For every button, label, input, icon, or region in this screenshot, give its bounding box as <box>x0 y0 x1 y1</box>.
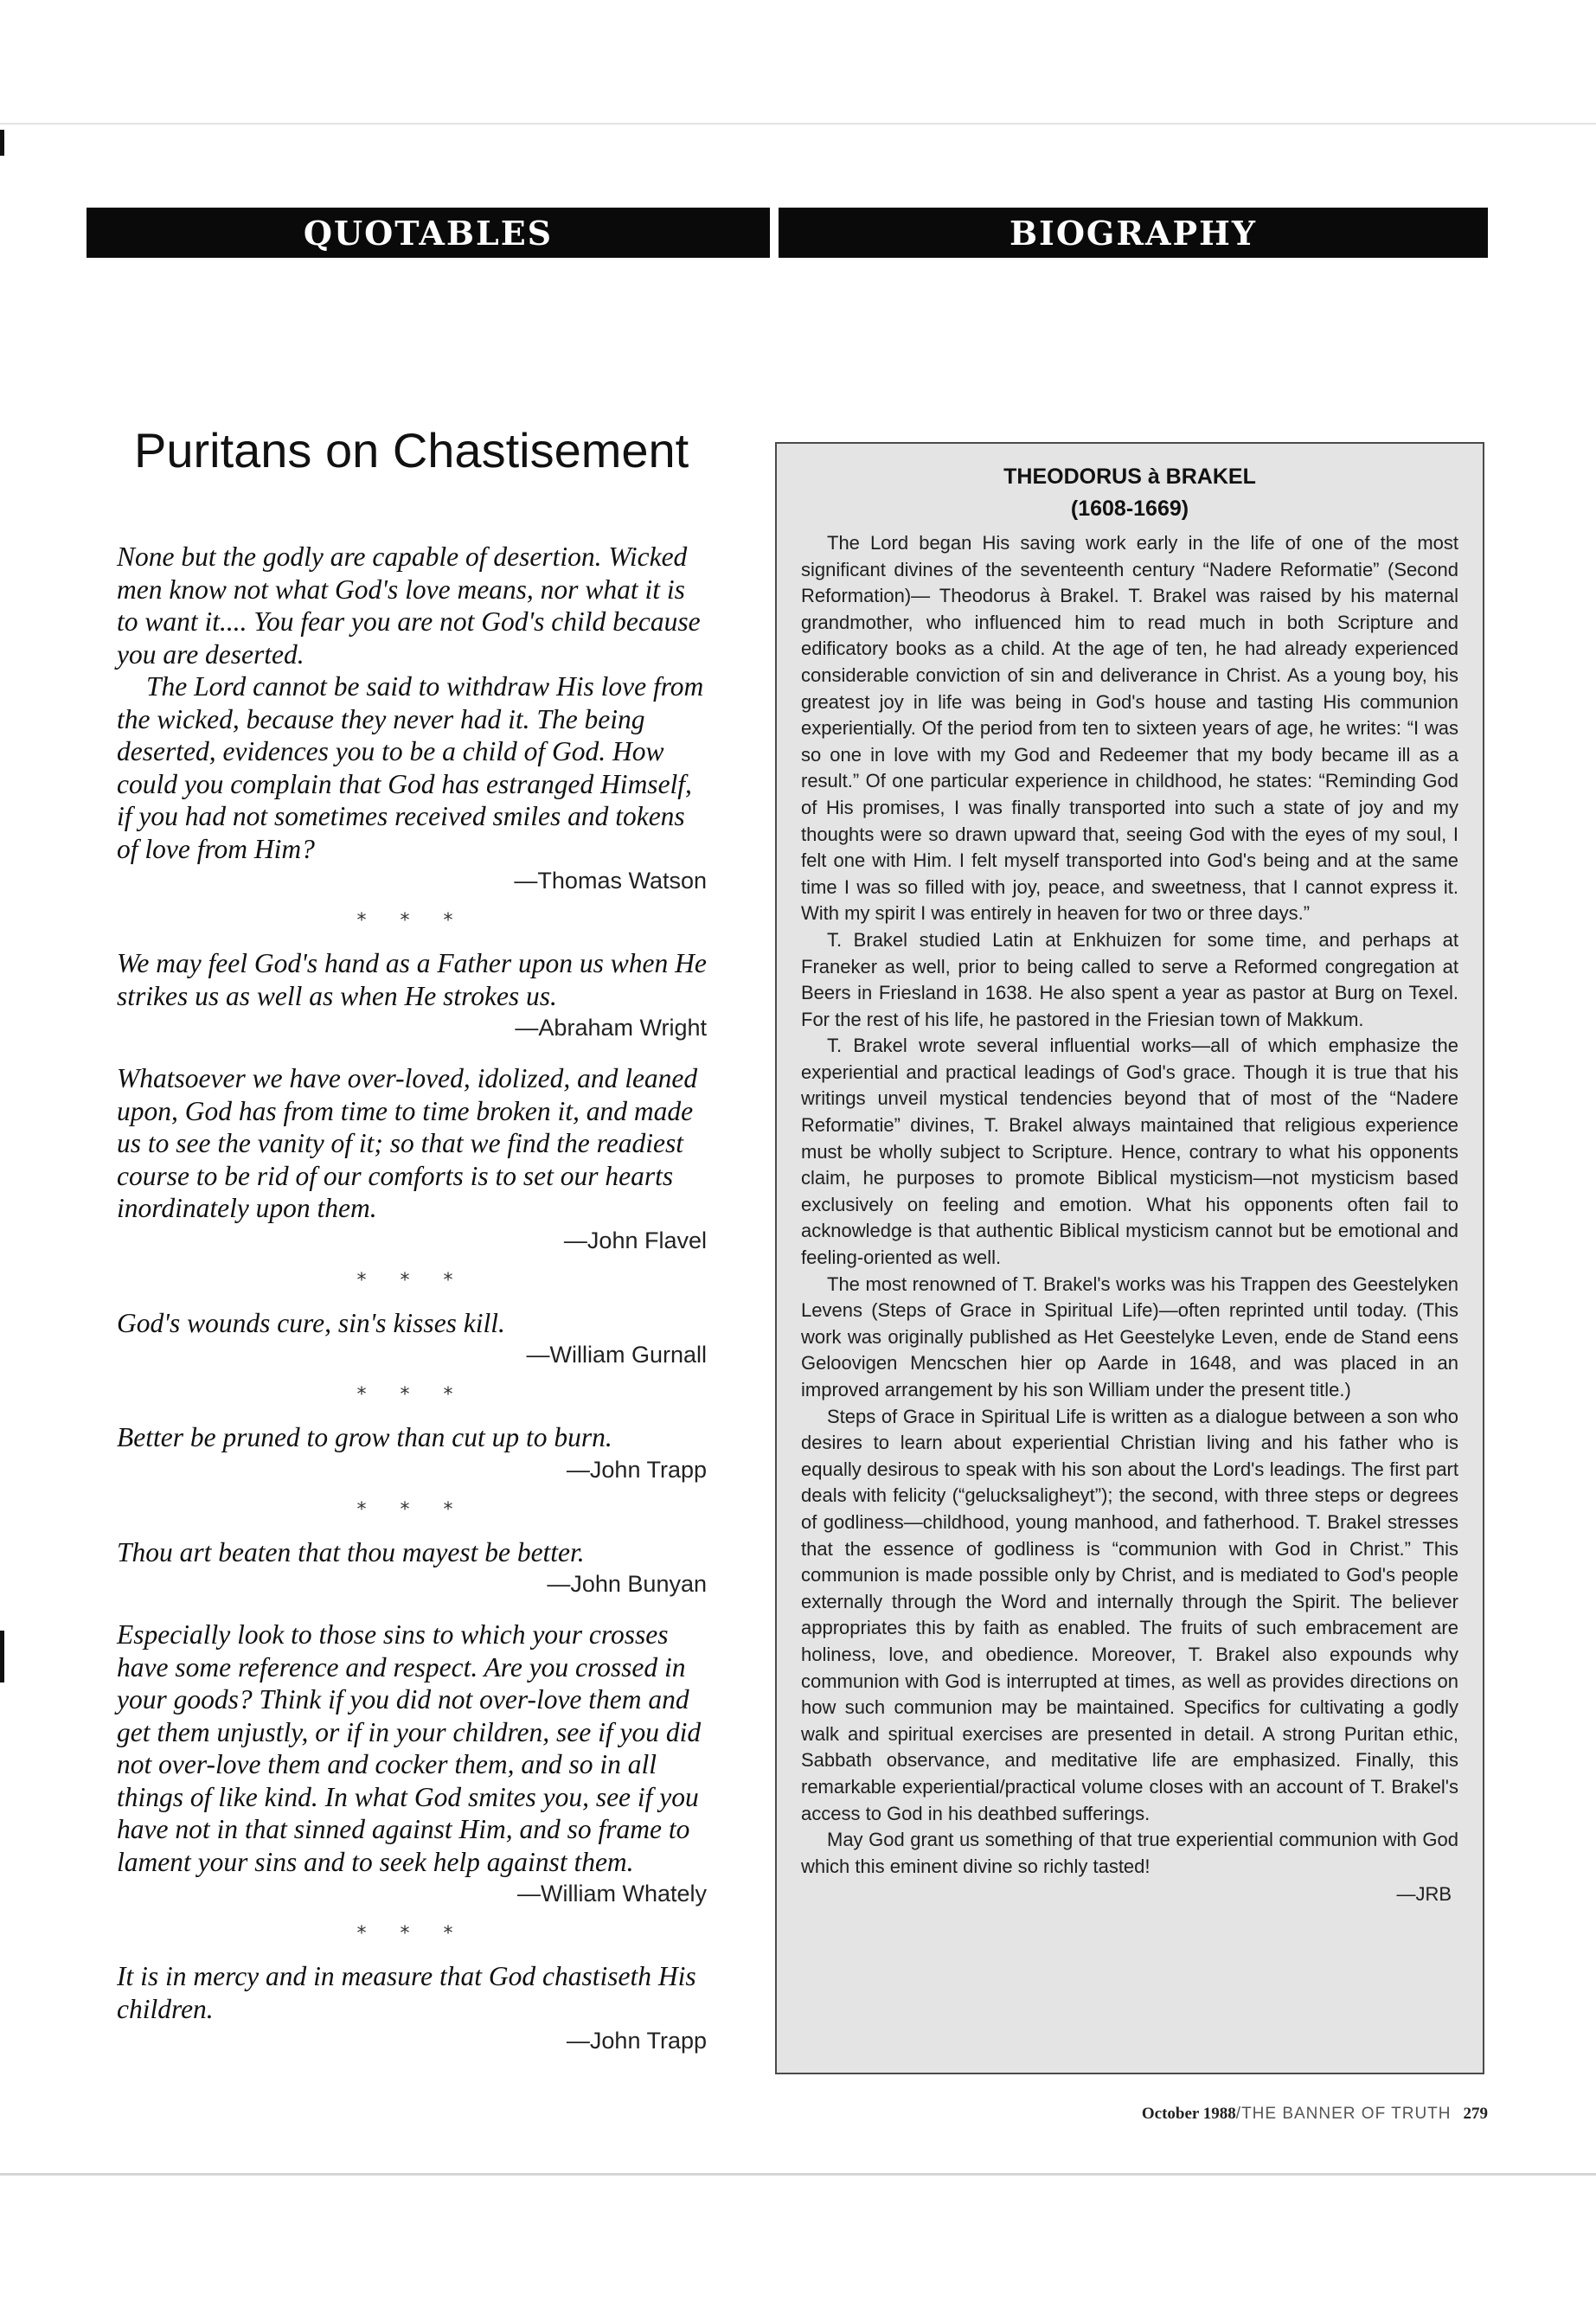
quote-text: It is in mercy and in measure that God chastiseth His children. <box>117 1961 696 2024</box>
quote-block <box>117 1421 707 1485</box>
biography-banner: BIOGRAPHY <box>779 208 1488 258</box>
quote-text: None but the godly are capable of desertion. Wicked men know not what God's love means, nor what it is to want it.... You fear you are not God's child because you are deserted. <box>117 542 701 670</box>
quotables-title: Puritans on Chastisement <box>134 423 689 478</box>
quote-separator: * * * <box>356 910 467 932</box>
quotables-column <box>117 422 707 2056</box>
quote-separator: * * * <box>356 1384 467 1406</box>
page-number: 279 <box>1463 2105 1488 2123</box>
scan-edge-mark <box>0 130 4 156</box>
biography-paragraph: Steps of Grace in Spiritual Life is written as a dialogue between a son who desires to learn about experiential Christian living and his father who is equally desirous to speak with his son about the Lord's leadings. The first part deals with felicity (“gelucksaligheyt”); the second, with three steps or degrees of godliness—childhood, young manhood, and fatherhood. T. Brakel stresses that the essence of godliness is “communion with God in Christ.” This communion is made possible only by Christ, and is mediated to God's people externally through the Word and internally through the Spirit. The believer appropriates this by faith as enabled. The fruits of such embracement are holiness, love, and obedience. Moreover, T. Brakel also expounds why communion with God is interrupted at times, as well as provides directions on how such communion may be maintained. Specifics for cultivating a godly walk and spiritual exercises are presented in detail. A strong Puritan ethic, Sabbath observance, and meditative life are emphasized. Finally, this remarkable experiential/practical volume closes with an account of T. Brakel's access to God in his deathbed sufferings. <box>801 1405 1458 1824</box>
quote-author: —William Gurnall <box>526 1342 707 1368</box>
quote-block <box>117 947 707 1043</box>
quote-block <box>117 1960 707 2056</box>
quote-gap <box>117 1043 707 1062</box>
quote-text: The Lord cannot be said to withdraw His love from the wicked, because they never had it. The being deserted, evidences you to be a child of God. How could you complain that God has estranged Himself, if you had not sometimes received smiles and tokens of love from Him? <box>117 671 704 864</box>
quote-block <box>117 541 707 896</box>
quote-author: —John Flavel <box>563 1227 707 1253</box>
quote-text: Especially look to those sins to which your crosses have some reference and respect. Are you crossed in your goods? Think if you did not over-love them and get them unjustly, or if in your children, see if you did not over-love them and cocker them, and so in all things of like kind. In what God smites you, see if you have not in that sinned against Him, and so frame to lament your sins and to seek help against them. <box>117 1619 702 1877</box>
page-bottom-rule <box>0 2173 1596 2176</box>
quote-separator: * * * <box>356 1923 467 1945</box>
biography-signature: —JRB <box>1396 1883 1452 1906</box>
page-footer <box>1038 2105 1488 2124</box>
biography-box <box>775 442 1484 2074</box>
quote-author: —Thomas Watson <box>514 868 707 894</box>
quote-block <box>117 1618 707 1909</box>
quote-gap <box>117 1599 707 1618</box>
quotables-banner: QUOTABLES <box>87 208 770 258</box>
biography-dates: (1608-1669) <box>1070 497 1189 521</box>
quote-text: Whatsoever we have over-loved, idolized, and leaned upon, God has from time to time broken it, and made us to see the vanity of it; so that we find the readiest course to be rid of our comforts is to set our hearts inordinately upon them. <box>117 1063 698 1223</box>
scan-edge-mark <box>0 1631 4 1682</box>
quote-separator: * * * <box>356 1269 467 1292</box>
biography-paragraph: T. Brakel wrote several influential works—all of which emphasize the experiential and practical leadings of God's grace. Though it is true that his writings unveil mystical tendencies beyond that of most of the “Nadere Reformatie” divines, T. Brakel always maintained that religious experience must be wholly subject to Scripture. Hence, contrary to what his opponents claim, he purposes to promote Biblical mysticism—not mysticism based exclusively on feeling and emotion. What his opponents often fail to acknowledge is that authentic Biblical mysticism cannot but be emotional and feeling-oriented as well. <box>801 1035 1458 1269</box>
page-top-rule <box>0 123 1596 125</box>
biography-name: THEODORUS à BRAKEL <box>1003 465 1256 489</box>
quote-block <box>117 1062 707 1256</box>
quote-author: —John Trapp <box>566 1456 707 1483</box>
quote-block <box>117 1307 707 1371</box>
quote-block <box>117 1536 707 1600</box>
quote-text: Thou art beaten that thou mayest be better. <box>117 1536 585 1567</box>
biography-content <box>801 461 1458 1908</box>
biography-paragraph: The most renowned of T. Brakel's works was his Trappen des Geestelyken Levens (Steps of Grace in Spiritual Life)—often reprinted until today. (This work was originally published as Het Geestelyke Leven, ende de Stand eens Geloovigen Mencschen hier op Aarde in 1648, and was placed in an improved arrangement by his son William under the present title.) <box>801 1272 1458 1400</box>
quote-text: Better be pruned to grow than cut up to burn. <box>117 1422 612 1452</box>
quote-author: —John Bunyan <box>547 1571 707 1597</box>
quote-separator: * * * <box>356 1498 467 1521</box>
quote-author: —Abraham Wright <box>515 1015 707 1041</box>
footer-magazine: THE BANNER OF TRUTH <box>1241 2105 1452 2123</box>
footer-date: October 1988 <box>1141 2105 1236 2123</box>
quote-text: We may feel God's hand as a Father upon us when He strikes us as well as when He strokes us. <box>117 948 707 1011</box>
quote-text: God's wounds cure, sin's kisses kill. <box>117 1307 505 1338</box>
quote-author: —John Trapp <box>566 2028 707 2054</box>
biography-paragraph: May God grant us something of that true experiential communion with God which this eminent divine so richly tasted! <box>801 1829 1458 1877</box>
biography-paragraph: T. Brakel studied Latin at Enkhuizen for some time, and perhaps at Franeker as well, prior to being called to serve a Reformed congregation at Beers in Friesland in 1638. He also spent a year as pastor at Burg on Texel. For the rest of his life, he pastored in the Friesian town of Makkum. <box>801 928 1458 1030</box>
quote-author: —William Whately <box>516 1881 707 1907</box>
biography-paragraph: The Lord began His saving work early in the life of one of the most significant divines of the seventeenth century “Nadere Reformatie” (Second Reformation)— Theodorus à Brakel. T. Brakel was raised by his maternal grandmother, who influenced him to read much in both Scripture and edificatory books as a child. At the age of ten, he had already experienced considerable conviction of sin and deliverance in Christ. As a young boy, his greatest joy in life was being in God's house and tasting His communion experientially. Of the period from ten to sixteen years of age, he writes: “I was so one in love with my God and Redeemer that my body became ill as a result.” Of one particular experience in childhood, he states: “Reminding God of His promises, I was finally transported into such a state of joy and my thoughts were so drawn upward that, seeing God with the eyes of my soul, I felt one with Him. I felt myself transported into God's being and at the same time I was so filled with joy, peace, and sweetness, that I cannot express it. With my spirit I was entirely in heaven for two or three days.” <box>801 532 1458 925</box>
footer-separator: / <box>1235 2105 1242 2123</box>
